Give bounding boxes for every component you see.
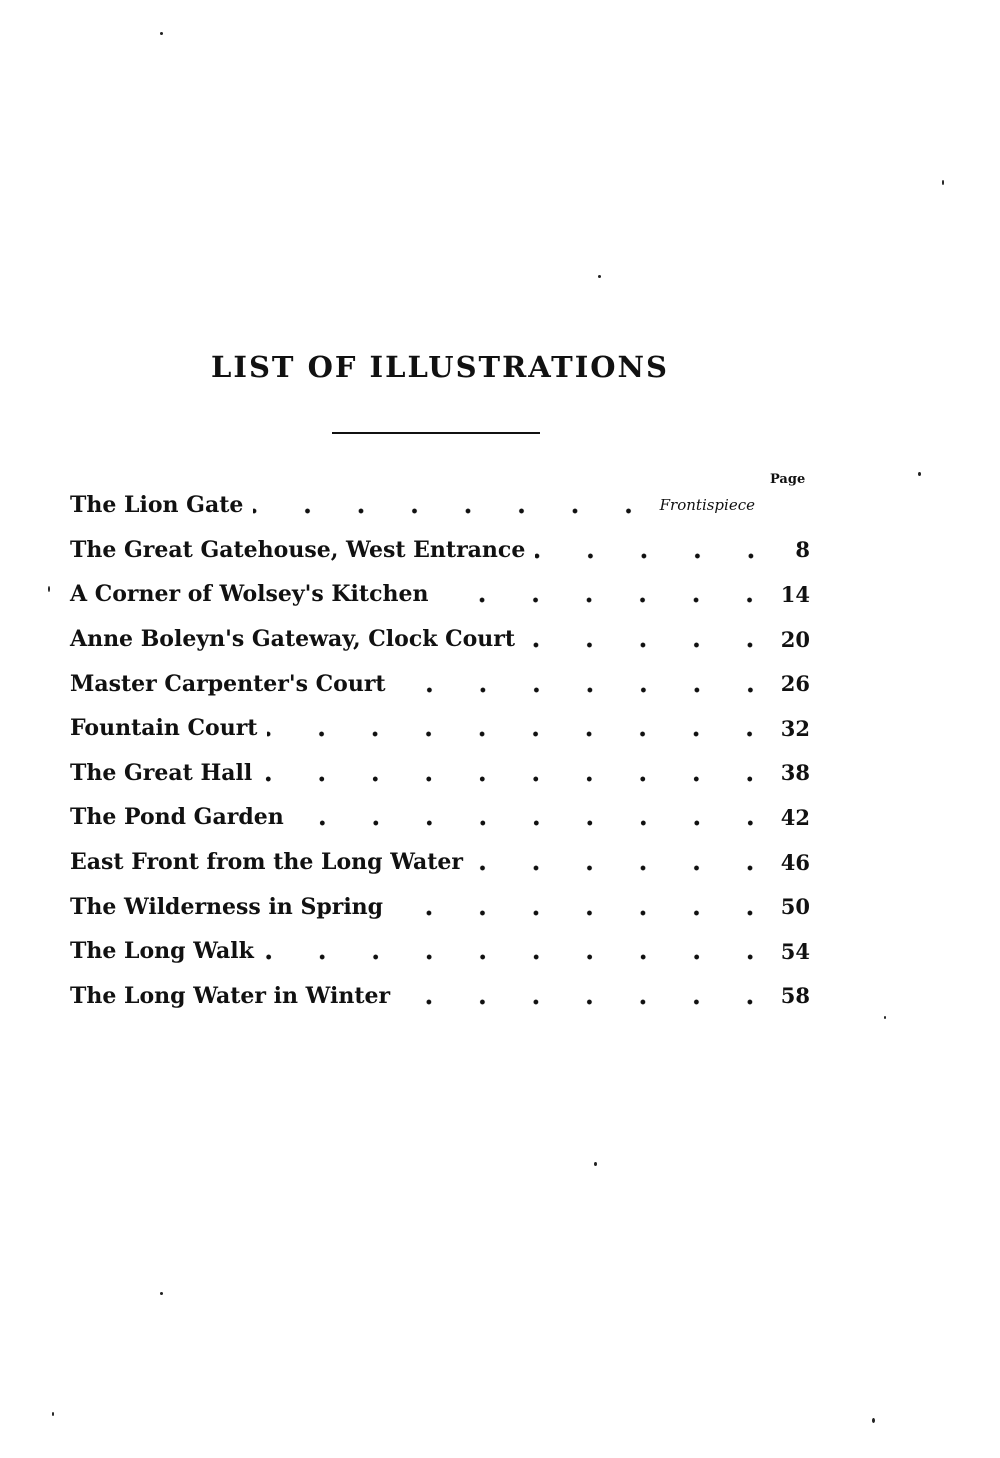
list-item-page: Frontispiece — [659, 496, 755, 515]
list-item — [70, 617, 810, 662]
dot-leader — [473, 863, 777, 873]
list-item-title: The Pond Garden — [70, 804, 290, 830]
list-item — [70, 706, 810, 751]
dot-leader — [438, 595, 776, 605]
list-item-page: 32 — [780, 715, 810, 741]
scan-speck — [48, 586, 50, 592]
scan-speck — [918, 472, 921, 476]
scan-speck — [160, 32, 163, 35]
illustrations-list — [70, 483, 810, 1018]
list-item-page: 46 — [780, 849, 810, 875]
list-item-page: 8 — [795, 537, 810, 563]
scan-speck — [942, 180, 944, 185]
list-item-page: 20 — [780, 626, 810, 652]
scan-speck — [872, 1418, 875, 1423]
dot-leader — [264, 952, 777, 962]
dot-leader — [267, 729, 776, 739]
list-item-title: The Wilderness in Spring — [70, 894, 389, 920]
list-item-title: East Front from the Long Water — [70, 849, 469, 875]
list-item-title: The Lion Gate — [70, 492, 249, 518]
list-item-page: 38 — [780, 760, 810, 786]
dot-leader — [253, 506, 655, 516]
list-item — [70, 795, 810, 840]
title-rule — [332, 432, 540, 434]
scan-speck — [598, 275, 601, 278]
list-item-title: A Corner of Wolsey's Kitchen — [70, 581, 434, 607]
page-column-label: Page — [770, 472, 806, 487]
list-item — [70, 751, 810, 796]
scan-speck — [594, 1162, 597, 1166]
list-item-title: Fountain Court — [70, 715, 263, 741]
list-item-title: Anne Boleyn's Gateway, Clock Court — [70, 626, 521, 652]
list-item-page: 58 — [780, 983, 810, 1009]
scan-speck — [884, 1016, 886, 1019]
list-item-page: 14 — [780, 581, 810, 607]
list-item — [70, 483, 810, 528]
scan-speck — [52, 1412, 54, 1416]
list-item — [70, 974, 810, 1019]
list-item-page: 26 — [780, 671, 810, 697]
list-item — [70, 572, 810, 617]
list-item — [70, 929, 810, 974]
dot-leader — [535, 551, 778, 561]
list-item-title: The Great Gatehouse, West Entrance — [70, 537, 531, 563]
list-item — [70, 528, 810, 573]
list-item-page: 42 — [780, 804, 810, 830]
dot-leader — [400, 997, 777, 1007]
dot-leader — [294, 818, 777, 828]
list-item-title: The Long Water in Winter — [70, 983, 396, 1009]
list-item — [70, 884, 810, 929]
list-item-page: 54 — [780, 938, 810, 964]
dot-leader — [393, 908, 777, 918]
list-item — [70, 661, 810, 706]
scan-speck — [160, 1292, 163, 1295]
list-item — [70, 840, 810, 885]
list-item-title: The Long Walk — [70, 938, 260, 964]
list-item-title: Master Carpenter's Court — [70, 671, 392, 697]
page-title: LIST OF ILLUSTRATIONS — [211, 350, 669, 384]
list-item-page: 50 — [780, 894, 810, 920]
dot-leader — [262, 774, 777, 784]
dot-leader — [396, 685, 777, 695]
dot-leader — [525, 640, 777, 650]
list-item-title: The Great Hall — [70, 760, 258, 786]
